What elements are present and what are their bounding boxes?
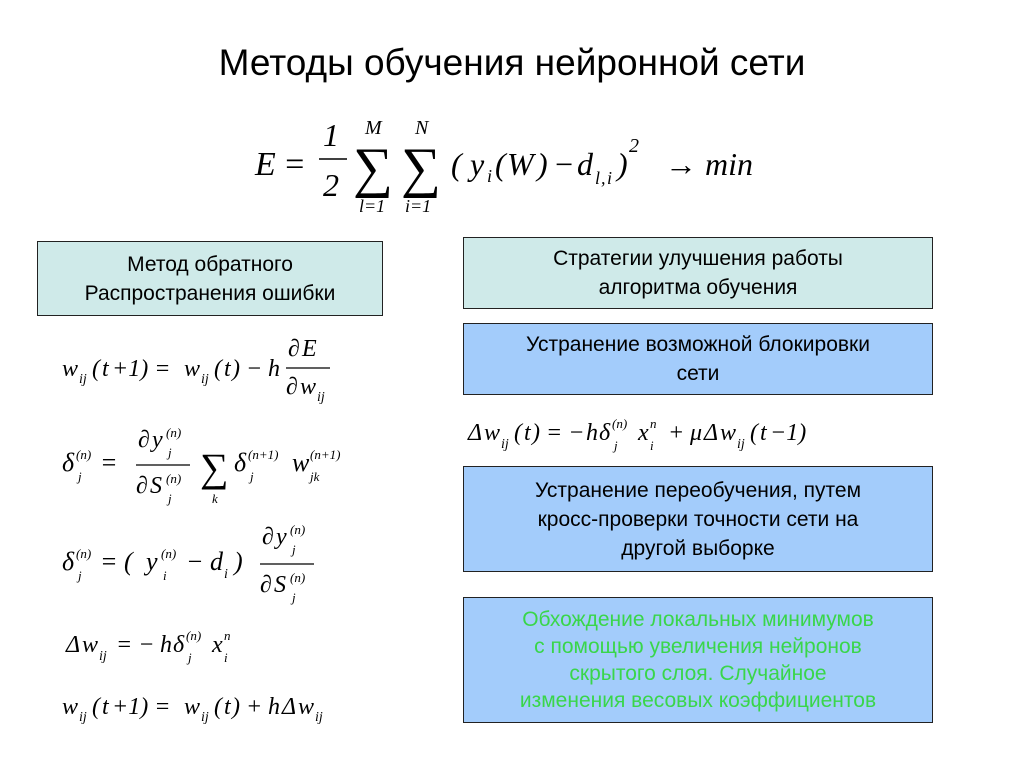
- svg-text:∂: ∂: [138, 427, 150, 453]
- svg-text:(: (: [514, 420, 522, 446]
- svg-text:y: y: [470, 146, 485, 182]
- output-delta-formula: [62, 518, 362, 613]
- svg-text:∑: ∑: [401, 137, 441, 199]
- svg-text:,: ,: [601, 168, 606, 188]
- backprop-method-line2: Распространения ошибки: [84, 281, 336, 305]
- svg-text:=: =: [283, 146, 306, 183]
- strategies-line1: Стратегии улучшения работы: [553, 247, 843, 270]
- svg-text:j: j: [78, 469, 82, 484]
- svg-text:(: (: [214, 694, 222, 720]
- svg-text:l=1: l=1: [359, 196, 386, 216]
- svg-text:j: j: [168, 445, 172, 460]
- svg-text:ij: ij: [315, 710, 323, 725]
- svg-text:(n): (n): [612, 416, 628, 431]
- svg-text:h: h: [268, 694, 280, 720]
- overfitting-box: [463, 466, 933, 572]
- momentum-formula: [468, 408, 828, 463]
- svg-text:w: w: [292, 448, 310, 477]
- svg-text:l: l: [595, 168, 601, 188]
- svg-text:Δ: Δ: [282, 694, 297, 720]
- svg-text:) −: ) −: [232, 356, 263, 382]
- svg-text:(n): (n): [166, 425, 182, 440]
- svg-text:(n): (n): [186, 628, 202, 643]
- svg-text:ij: ij: [201, 372, 209, 387]
- error-function-formula: [255, 112, 795, 227]
- svg-text:d: d: [210, 547, 223, 576]
- svg-text:Δ: Δ: [66, 632, 81, 658]
- svg-text:∑: ∑: [200, 445, 229, 490]
- svg-text:= (: = (: [100, 547, 133, 576]
- weight-update-formula: [62, 332, 362, 417]
- svg-text:E: E: [255, 146, 276, 183]
- svg-text:i: i: [163, 568, 167, 583]
- svg-text:ij: ij: [79, 710, 87, 725]
- svg-text:δ: δ: [234, 448, 247, 477]
- svg-text:+1) =: +1) =: [112, 356, 171, 382]
- strategies-line2: алгоритма обучения: [598, 276, 798, 299]
- svg-text:y: y: [146, 547, 158, 576]
- weight-correction-formula: [62, 682, 362, 737]
- overfitting-line1: Устранение переобучения, путем: [534, 478, 862, 502]
- svg-text:j: j: [168, 491, 172, 506]
- svg-text:w: w: [62, 356, 79, 382]
- svg-text:(: (: [92, 356, 100, 382]
- svg-text:w: w: [298, 694, 315, 720]
- svg-text:(n): (n): [76, 546, 92, 561]
- svg-text:ij: ij: [79, 372, 87, 387]
- local-minima-box: [463, 597, 933, 723]
- svg-text:t: t: [524, 420, 531, 446]
- svg-text:M: M: [365, 117, 382, 139]
- svg-text:min: min: [705, 146, 753, 182]
- svg-text:(: (: [750, 420, 758, 446]
- svg-text:(n+1): (n+1): [310, 447, 341, 462]
- delta-weight-formula: [66, 618, 286, 673]
- blocking-box: [463, 323, 933, 395]
- svg-text:j: j: [292, 542, 296, 557]
- svg-text:d: d: [577, 146, 593, 182]
- svg-text:ij: ij: [99, 649, 107, 664]
- svg-text:(n): (n): [166, 471, 182, 486]
- svg-text:w: w: [184, 694, 201, 720]
- local-minima-line1: Обхождение локальных минимумов: [522, 608, 874, 631]
- blocking-line2: сети: [676, 362, 720, 385]
- svg-text:t: t: [760, 420, 767, 446]
- svg-text:) = −: ) = −: [532, 420, 585, 446]
- svg-text:E: E: [302, 336, 317, 362]
- page-title: Методы обучения нейронной сети: [218, 42, 806, 83]
- svg-text:1: 1: [323, 117, 339, 153]
- svg-text:ij: ij: [317, 390, 325, 405]
- svg-text:x: x: [212, 632, 223, 658]
- svg-text:x: x: [638, 420, 649, 446]
- svg-text:w: w: [82, 632, 99, 658]
- svg-text:y: y: [276, 524, 287, 550]
- svg-text:Δ: Δ: [468, 420, 483, 446]
- strategies-box: [463, 237, 933, 309]
- svg-text:t: t: [224, 356, 231, 382]
- svg-text:N: N: [415, 117, 429, 139]
- svg-text:i: i: [224, 567, 228, 582]
- svg-text:w: w: [62, 694, 79, 720]
- svg-text:(: (: [451, 146, 462, 182]
- svg-text:i: i: [487, 166, 493, 186]
- svg-text:+1) =: +1) =: [112, 694, 171, 720]
- svg-text:−1): −1): [770, 420, 807, 446]
- svg-text:(n): (n): [161, 546, 177, 561]
- svg-text:δ: δ: [62, 547, 75, 576]
- svg-text:+: +: [668, 420, 685, 446]
- svg-text:h: h: [586, 420, 598, 446]
- svg-text:) +: ) +: [232, 694, 263, 720]
- svg-text:(n): (n): [290, 522, 306, 537]
- svg-text:w: w: [184, 356, 201, 382]
- svg-text:δ: δ: [173, 632, 185, 658]
- svg-text:∂: ∂: [262, 524, 274, 550]
- svg-text:h: h: [160, 632, 172, 658]
- svg-text:−: −: [186, 547, 204, 576]
- svg-text:w: w: [300, 374, 317, 400]
- svg-text:(n): (n): [76, 447, 92, 462]
- svg-text:i: i: [650, 438, 654, 453]
- svg-text:W: W: [507, 146, 534, 182]
- svg-text:∑: ∑: [353, 137, 393, 199]
- svg-text:∂: ∂: [260, 572, 272, 598]
- blocking-line1: Устранение возможной блокировки: [526, 333, 870, 356]
- svg-text:∂: ∂: [136, 473, 148, 499]
- svg-text:i: i: [607, 168, 613, 188]
- svg-text:δ: δ: [599, 420, 611, 446]
- overfitting-line2: кросс-проверки точности сети на: [537, 507, 859, 531]
- svg-text:k: k: [212, 491, 218, 506]
- svg-text:w: w: [484, 420, 501, 446]
- svg-text:y: y: [152, 427, 163, 453]
- svg-text:S: S: [150, 473, 162, 499]
- svg-text:ij: ij: [737, 437, 745, 452]
- backprop-method-line1: Метод обратного: [127, 252, 293, 276]
- svg-text:j: j: [250, 469, 254, 484]
- svg-text:= −: = −: [116, 632, 155, 658]
- svg-text:t: t: [102, 356, 109, 382]
- local-minima-line3: скрытого слоя. Случайное: [569, 662, 827, 685]
- svg-text:∂: ∂: [286, 374, 298, 400]
- svg-text:(n): (n): [290, 570, 306, 585]
- svg-text:w: w: [720, 420, 737, 446]
- svg-text:n: n: [224, 628, 231, 643]
- svg-text:S: S: [274, 572, 286, 598]
- svg-text:−: −: [553, 146, 575, 182]
- svg-text:): ): [617, 146, 628, 182]
- svg-text:2: 2: [629, 135, 639, 157]
- svg-text:δ: δ: [62, 448, 75, 477]
- svg-text:jk: jk: [310, 469, 320, 484]
- svg-text:h: h: [268, 356, 280, 382]
- svg-text:i: i: [224, 650, 228, 665]
- svg-text:(: (: [495, 146, 506, 182]
- svg-text:→: →: [665, 146, 697, 182]
- hidden-delta-formula: [62, 423, 382, 518]
- svg-text:): ): [234, 547, 243, 576]
- svg-text:∂: ∂: [288, 336, 300, 362]
- svg-text:t: t: [224, 694, 231, 720]
- svg-text:ij: ij: [501, 437, 509, 452]
- local-minima-line2: с помощью увеличения нейронов: [534, 635, 862, 658]
- svg-text:=: =: [100, 448, 118, 477]
- svg-text:j: j: [78, 568, 82, 583]
- svg-text:j: j: [292, 590, 296, 605]
- overfitting-line3: другой выборке: [621, 536, 775, 560]
- svg-text:(: (: [92, 694, 100, 720]
- svg-text:μ: μ: [690, 420, 703, 446]
- svg-text:2: 2: [323, 167, 339, 203]
- svg-text:t: t: [102, 694, 109, 720]
- svg-text:ij: ij: [201, 710, 209, 725]
- local-minima-line4: изменения весовых коэффициентов: [519, 689, 877, 712]
- svg-text:): ): [537, 146, 548, 182]
- backprop-method-box: [37, 241, 383, 316]
- svg-text:(n+1): (n+1): [248, 447, 279, 462]
- svg-text:n: n: [650, 416, 657, 431]
- svg-text:j: j: [614, 438, 618, 453]
- svg-text:j: j: [188, 650, 192, 665]
- svg-text:Δ: Δ: [704, 420, 719, 446]
- svg-text:i=1: i=1: [405, 196, 432, 216]
- svg-text:(: (: [214, 356, 222, 382]
